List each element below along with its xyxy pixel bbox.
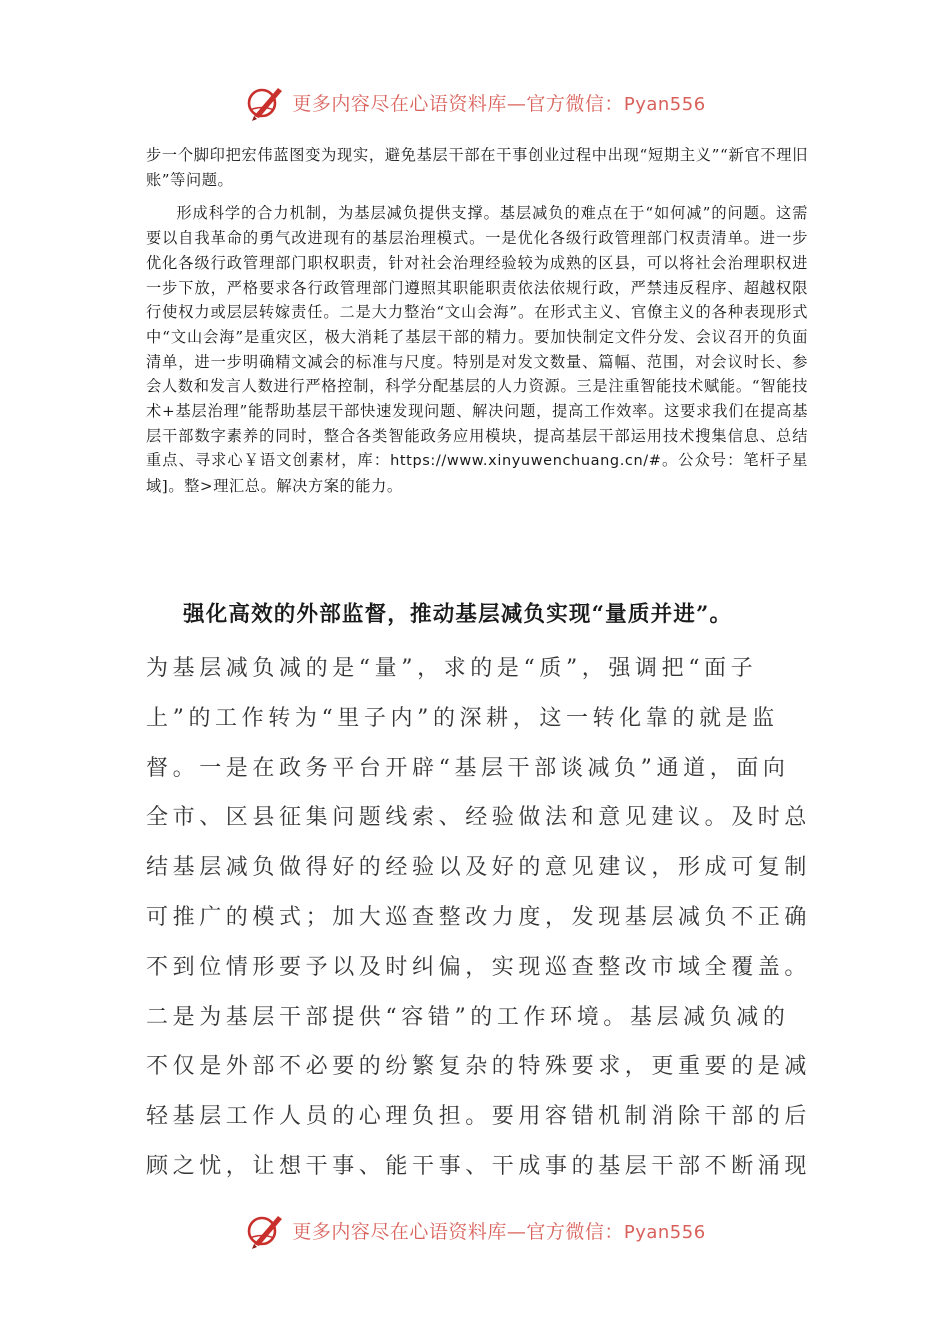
large-paragraph	[146, 644, 812, 1192]
pen-logo-icon	[244, 1208, 288, 1252]
text-line: 不到位情形要予以及时纠偏，实现巡查整改市域全覆盖。	[146, 954, 812, 980]
header-banner	[0, 80, 950, 124]
text-line: 顾之忧，让想干事、能干事、干成事的基层干部不断涌现	[146, 1153, 812, 1179]
text-line: 轻基层工作人员的心理负担。要用容错机制消除干部的后	[146, 1104, 812, 1130]
text-line: 全市、区县征集问题线索、经验做法和意见建议。及时总	[146, 805, 812, 831]
text-line: 不仅是外部不必要的纷繁复杂的特殊要求，更重要的是减	[146, 1054, 812, 1080]
paragraph-2: 形成科学的合力机制，为基层减负提供支撑。基层减负的难点在于“如何减”的问题。这需要以自我革命的勇气改进现有的基层治理模式。一是优化各级行政管理部门权责清单。进一步优化各级行政管理部门职权职责，针对社会治理经验较为成熟的区县，可以将社会治理职权进一步下放，严格要求各行政管理部门遵照其职能职责依法依规行政，严禁违反程序、超越权限行使权力或层层转嫁责任。二是大力整治“文山会海”。在形式主义、官僚主义的各种表现形式中“文山会海”是重灾区，极大消耗了基层干部的精力。要加快制定文件分发、会议召开的负面清单，进一步明确精文减会的标准与尺度。特别是对发文数量、篇幅、范围，对会议时长、参会人数和发言人数进行严格控制，科学分配基层的人力资源。三是注重智能技术赋能。“智能技术+基层治理”能帮助基层干部快速发现问题、解决问题，提高工作效率。这要求我们在提高基层干部数字素养的同时，整合各类智能政务应用模块，提高基层干部运用技术搜集信息、总结重点、寻求心￥语文创素材，库：https://www.xinyuwenchuang.cn/#。公众号：笔杆子星域]。整>理汇总。解决方案的能力。	[146, 204, 808, 496]
section-heading: 强化高效的外部监督，推动基层减负实现“量质并进”。	[183, 602, 733, 627]
text-line: 为基层减负减的是“量”，求的是“质”，强调把“面子	[146, 656, 758, 681]
url-link[interactable]: https://www.xinyuwenchuang.cn/#	[390, 453, 662, 470]
paragraph-1: 步一个脚印把宏伟蓝图变为现实，避免基层干部在干事创业过程中出现“短期主义”“新官不理旧账”等问题。	[146, 146, 808, 189]
banner-text: 更多内容尽在心语资料库—官方微信：Pyan556	[292, 92, 706, 115]
banner-text: 更多内容尽在心语资料库—官方微信：Pyan556	[292, 1220, 706, 1243]
text-line: 可推广的模式；加大巡查整改力度，发现基层减负不正确	[146, 904, 812, 930]
footer-banner	[0, 1208, 950, 1252]
text-line: 上”的工作转为“里子内”的深耕，这一转化靠的就是监	[146, 705, 779, 731]
document-body	[146, 143, 808, 499]
text-line: 二是为基层干部提供“容错”的工作环境。基层减负减的	[146, 1004, 790, 1030]
text-line: 督。一是在政务平台开辟“基层干部谈减负”通道，面向	[146, 755, 790, 781]
text-line: 结基层减负做得好的经验以及好的意见建议，形成可复制	[146, 855, 812, 881]
pen-logo-icon	[244, 80, 288, 124]
